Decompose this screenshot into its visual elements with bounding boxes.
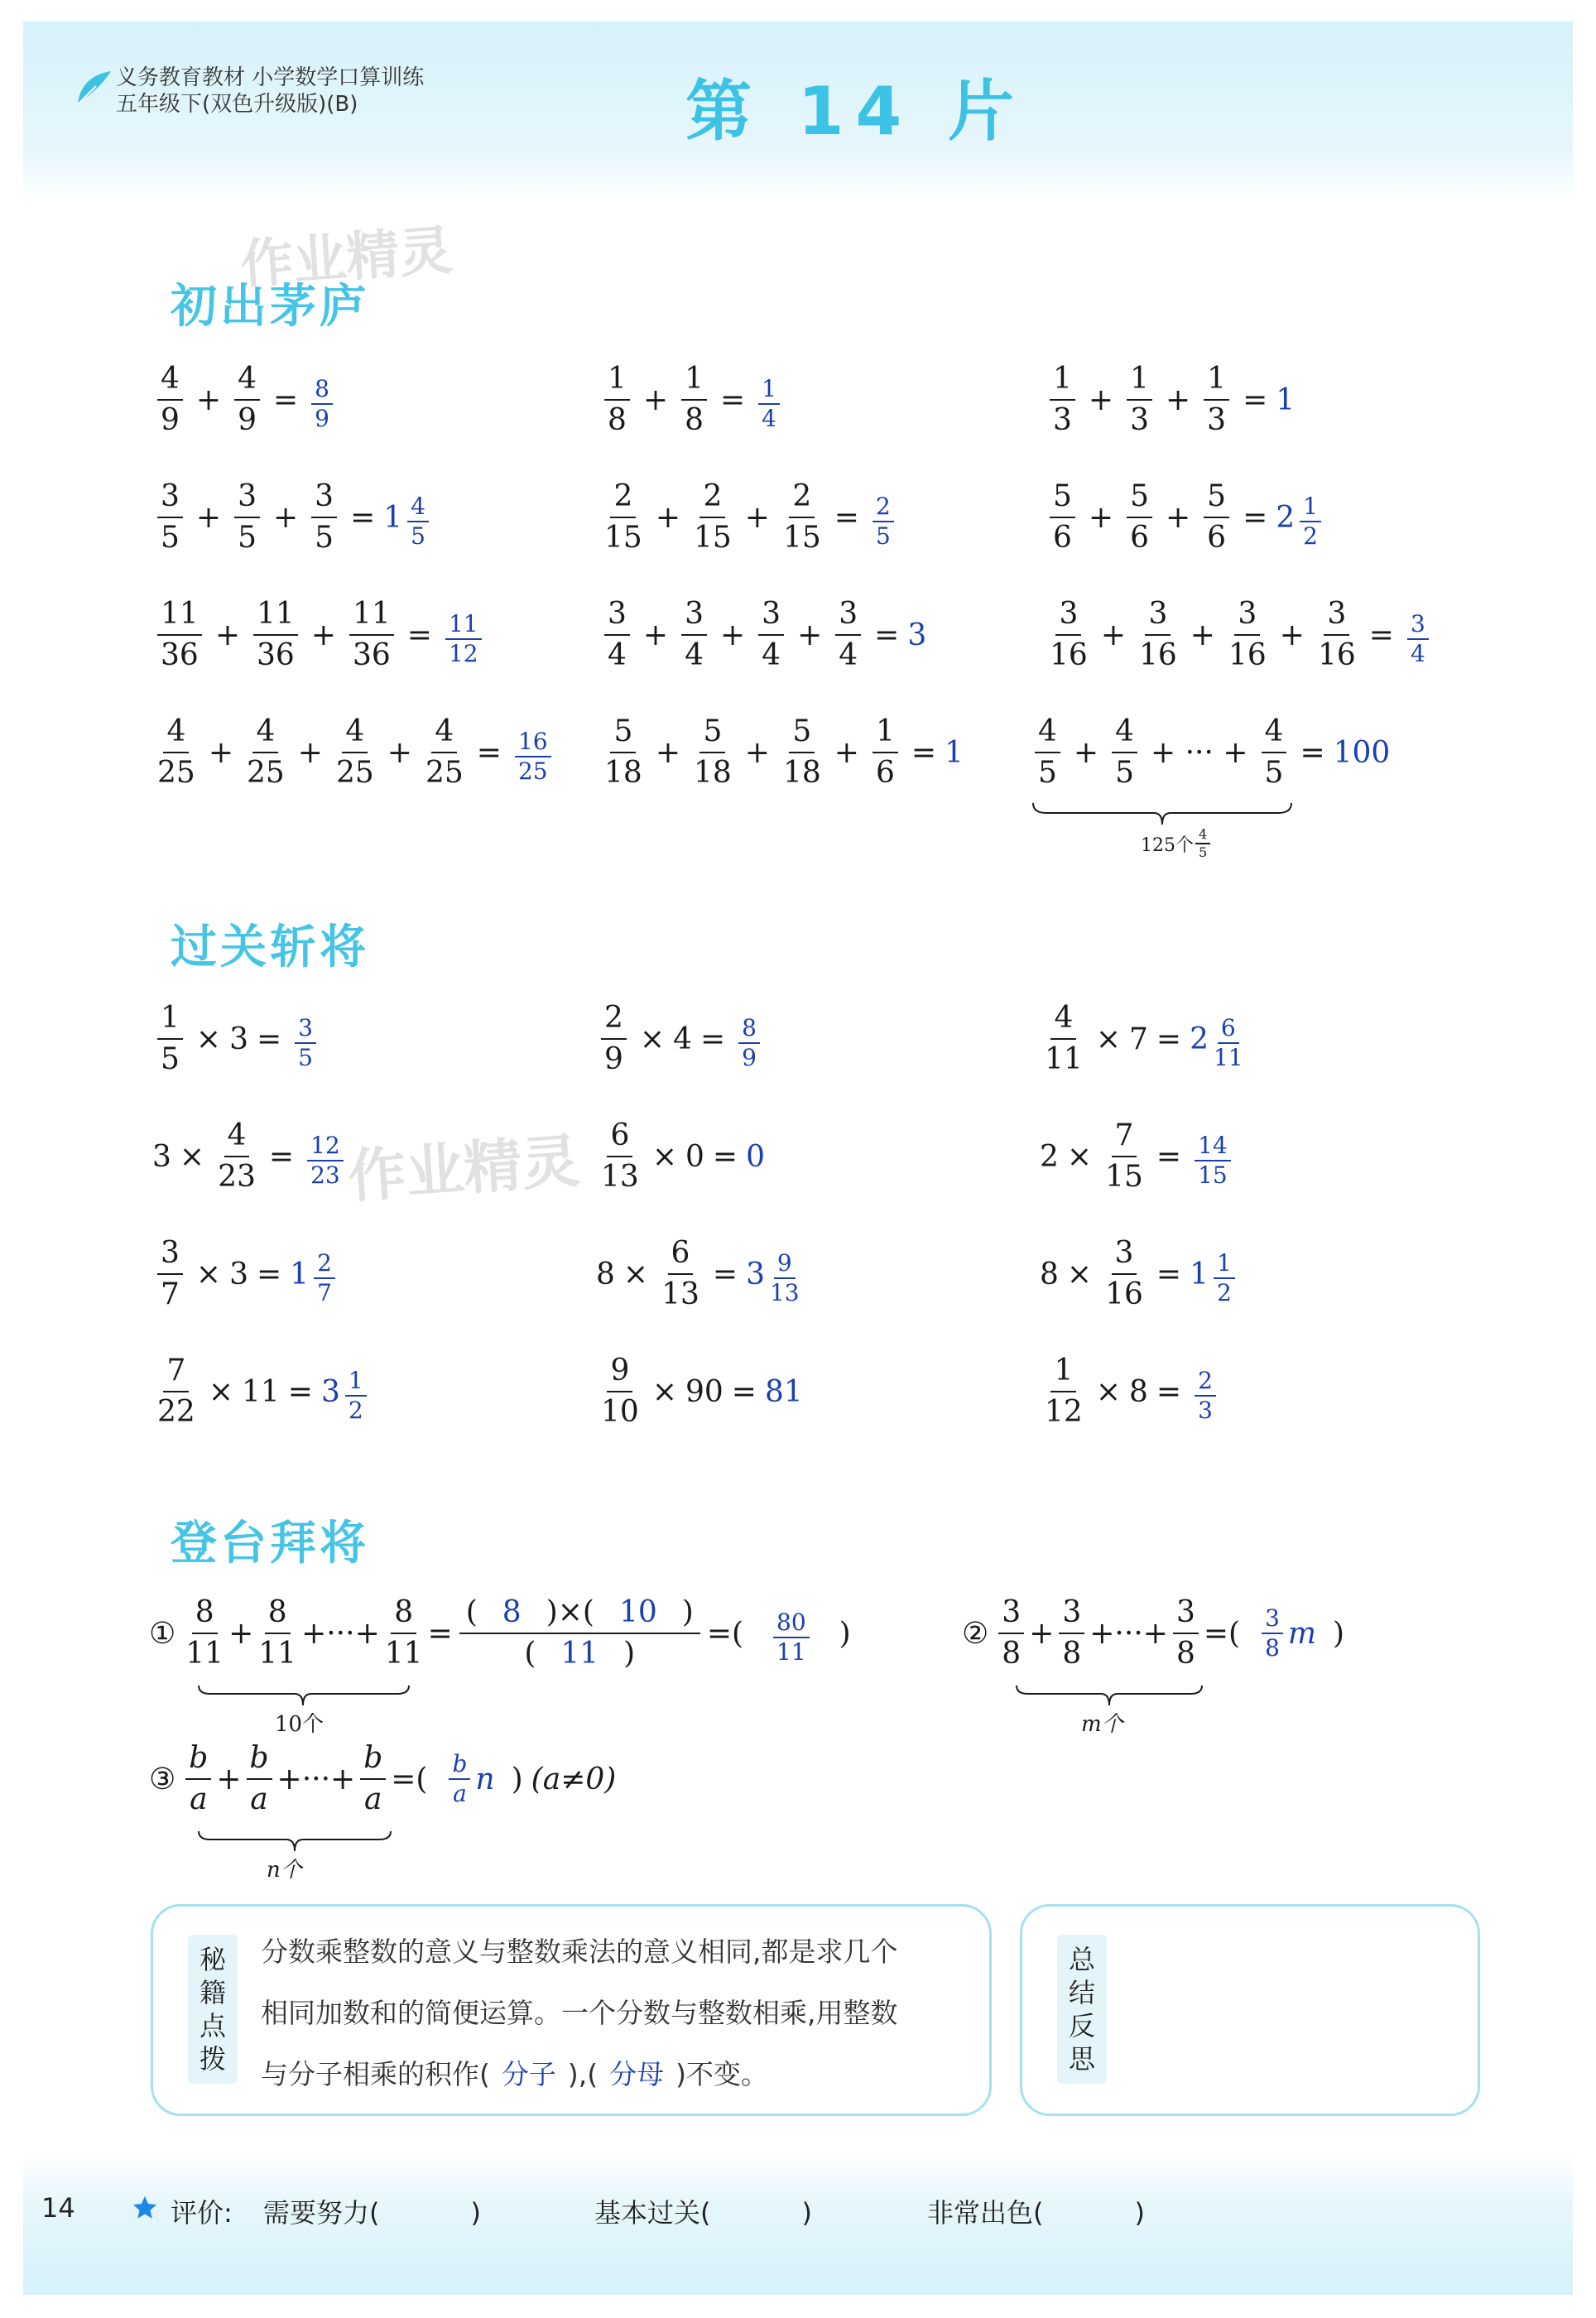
s1-r4c3: $\frac{4}{5}$ + $\frac{4}{5}$ + ··· + $\frac{4}{5}$ = 100: [1030, 717, 1390, 788]
question-number: ③: [149, 1762, 176, 1796]
fraction: $\frac{4}{9}$: [157, 364, 183, 435]
underbrace: [1013, 1684, 1205, 1709]
star-icon: [131, 2194, 159, 2222]
tip-tag: 秘籍点拨: [188, 1935, 238, 2084]
answer: $\frac{3}{4}$: [1402, 605, 1434, 666]
answer: $\frac{2}{5}$: [868, 488, 899, 548]
brace-label: 125个 $\frac{4}{5}$: [1141, 828, 1212, 859]
s2-r3c1: $\frac{3}{7}$ × 3 = 1 $\frac{2}{7}$: [152, 1238, 340, 1310]
s1-r3c3: $\frac{3}{16}$ + $\frac{3}{16}$ + $\frac{3}{16}$ + $\frac{3}{16}$ = $\frac{3}{4}$: [1045, 599, 1434, 671]
answer: 分子: [501, 2058, 556, 2090]
fraction: $\frac{4}{9}$: [234, 364, 260, 435]
rating-option-2[interactable]: 基本过关( ): [594, 2197, 812, 2229]
s1-r2c1: $\frac{3}{5}$ + $\frac{3}{5}$ + $\frac{3}{5}$ = 1 $\frac{4}{5}$: [152, 482, 434, 553]
s1-r4c2: $\frac{5}{18}$ + $\frac{5}{18}$ + $\frac{5}{18}$ + $\frac{1}{6}$ = 1: [604, 714, 964, 790]
brace-label: m个: [1081, 1712, 1123, 1737]
page-number: 14: [41, 2192, 75, 2224]
s1-r4c1: $\frac{4}{25}$ + $\frac{4}{25}$ + $\frac{4}{25}$ + $\frac{4}{25}$ = $\frac{16}{25}$: [152, 717, 556, 788]
underbrace: [195, 1684, 412, 1709]
tip-box: [151, 1904, 992, 2116]
s2-r3c3: 8 × $\frac{3}{16}$ = 1 $\frac{1}{2}$: [1040, 1238, 1240, 1310]
answer: 1: [945, 735, 964, 770]
s1-r2c2: $\frac{2}{15}$ + $\frac{2}{15}$ + $\frac{2}{15}$ = $\frac{2}{5}$: [599, 482, 899, 553]
watermark: 作业精灵: [238, 220, 454, 296]
section-title-3: 登台拜将: [171, 1517, 369, 1570]
page-title: 第 14 片: [685, 73, 1026, 150]
plus-sign: +: [195, 382, 222, 417]
tip-text: 分数乘整数的意义与整数乘法的意义相同,都是求几个 相同加数和的简便运算。一个分数与整数相乘,用整数 与分子相乘的积作( 分子 ),( 分母 )不变。: [261, 1936, 898, 2090]
s2-r1c3: $\frac{4}{11}$ × 7 = 2 $\frac{6}{11}$: [1040, 1003, 1248, 1075]
s3-q2: ② $\frac{3}{8}$ + $\frac{3}{8}$ +···+ $\frac{3}{8}$ =( $\frac{3}{8}$ m ): [962, 1595, 1345, 1671]
answer: 0: [746, 1139, 765, 1174]
answer: $\frac{14}{15}$: [1190, 1127, 1236, 1187]
s2-r2c1: 3 × $\frac{4}{23}$ = $\frac{12}{23}$: [152, 1121, 349, 1192]
answer: 2 $\frac{1}{2}$: [1276, 488, 1326, 548]
s1-r1c2: $\frac{1}{8}$ + $\frac{1}{8}$ = $\frac{1}{4}$: [599, 364, 785, 435]
section-title-1: 初出茅庐: [171, 280, 369, 334]
s3-q1: ① $\frac{8}{11}$ + $\frac{8}{11}$ +···+ $\frac{8}{11}$ = $\frac{( 8 )\times( 10 )}{( 11 )}$ =( $\frac{80}{11}$ ): [149, 1595, 851, 1671]
answer: 分母: [609, 2058, 665, 2090]
rating-label: 评价:: [171, 2197, 233, 2229]
summary-box: [1020, 1904, 1480, 2116]
s2-r4c2: $\frac{9}{10}$ × 90 = 81: [601, 1354, 803, 1429]
s2-r2c2: $\frac{6}{13}$ × 0 = 0: [601, 1118, 765, 1194]
brace-label: 10个: [275, 1712, 324, 1737]
book-grade: 五年级下(双色升级版)(B): [116, 92, 358, 117]
answer: $\frac{8}{9}$: [733, 1009, 765, 1070]
brace-label: n个: [267, 1858, 302, 1883]
s2-r4c1: $\frac{7}{22}$ × 11 = 3 $\frac{1}{2}$: [152, 1356, 372, 1427]
answer: 1: [1276, 382, 1296, 417]
s1-r3c1: $\frac{11}{36}$ + $\frac{11}{36}$ + $\frac{11}{36}$ = $\frac{11}{12}$: [152, 599, 487, 671]
book-series: 义务教育教材 小学数学口算训练: [116, 65, 425, 90]
answer: 3: [907, 618, 927, 652]
question-number: ①: [149, 1616, 176, 1651]
answer: $\frac{80}{11}$: [768, 1604, 815, 1664]
rating-option-3[interactable]: 非常出色( ): [927, 2197, 1145, 2229]
s2-r4c3: $\frac{1}{12}$ × 8 = $\frac{2}{3}$: [1040, 1356, 1221, 1427]
answer: 100: [1333, 735, 1391, 770]
answer: 2 $\frac{6}{11}$: [1190, 1013, 1243, 1071]
underbrace: [1030, 801, 1295, 830]
answer: 1 $\frac{1}{2}$: [1190, 1244, 1240, 1305]
equals-sign: =: [272, 382, 299, 417]
answer: $\frac{1}{4}$: [753, 370, 785, 430]
question-number: ②: [962, 1616, 989, 1651]
answer: $\frac{16}{25}$: [510, 723, 556, 783]
answer: $\frac{8}{9}$: [306, 370, 338, 430]
s2-r1c1: $\frac{1}{5}$ × 3 = $\frac{3}{5}$: [152, 1003, 321, 1075]
s3-q3: ③ $\frac{b}{a}$ + $\frac{b}{a}$ +···+ $\frac{b}{a}$ =( $\frac{b}{a}$ n ) (a≠0): [149, 1741, 617, 1816]
answer: $\frac{b}{a}$ n: [444, 1753, 494, 1806]
answer: 81: [764, 1374, 803, 1409]
answer: 1 $\frac{4}{5}$: [383, 488, 434, 548]
book-info: [116, 65, 424, 118]
s1-r1c1: [152, 364, 338, 435]
answer: $\frac{2}{3}$: [1190, 1362, 1221, 1422]
s1-r3c2: $\frac{3}{4}$ + $\frac{3}{4}$ + $\frac{3}{4}$ + $\frac{3}{4}$ = 3: [599, 599, 926, 671]
answer: $\frac{11}{12}$: [440, 605, 487, 666]
answer: $\frac{12}{23}$: [302, 1127, 349, 1187]
watermark: 作业精灵: [345, 1127, 582, 1211]
answer: $\frac{3}{8}$ m: [1257, 1607, 1316, 1660]
s2-r1c2: $\frac{2}{9}$ × 4 = $\frac{8}{9}$: [596, 1003, 765, 1075]
s1-r2c3: $\frac{5}{6}$ + $\frac{5}{6}$ + $\frac{5}{6}$ = 2 $\frac{1}{2}$: [1045, 482, 1326, 553]
answer: 3 $\frac{9}{13}$: [746, 1248, 800, 1306]
s1-r1c3: $\frac{1}{3}$ + $\frac{1}{3}$ + $\frac{1}{3}$ = 1: [1045, 364, 1295, 435]
summary-tag: 总结反思: [1057, 1935, 1107, 2084]
answer: $\frac{3}{5}$: [290, 1009, 321, 1070]
s2-r2c3: 2 × $\frac{7}{15}$ = $\frac{14}{15}$: [1040, 1121, 1236, 1192]
s2-r3c2: 8 × $\frac{6}{13}$ = 3 $\frac{9}{13}$: [596, 1238, 805, 1310]
underbrace: [195, 1830, 394, 1854]
leaf-logo-icon: [71, 66, 116, 111]
answer: 3 $\frac{1}{2}$: [321, 1362, 372, 1422]
rating-option-1[interactable]: 需要努力( ): [263, 2197, 481, 2229]
section-title-2: 过关斩将: [171, 921, 369, 974]
answer: 1 $\frac{2}{7}$: [290, 1244, 340, 1305]
